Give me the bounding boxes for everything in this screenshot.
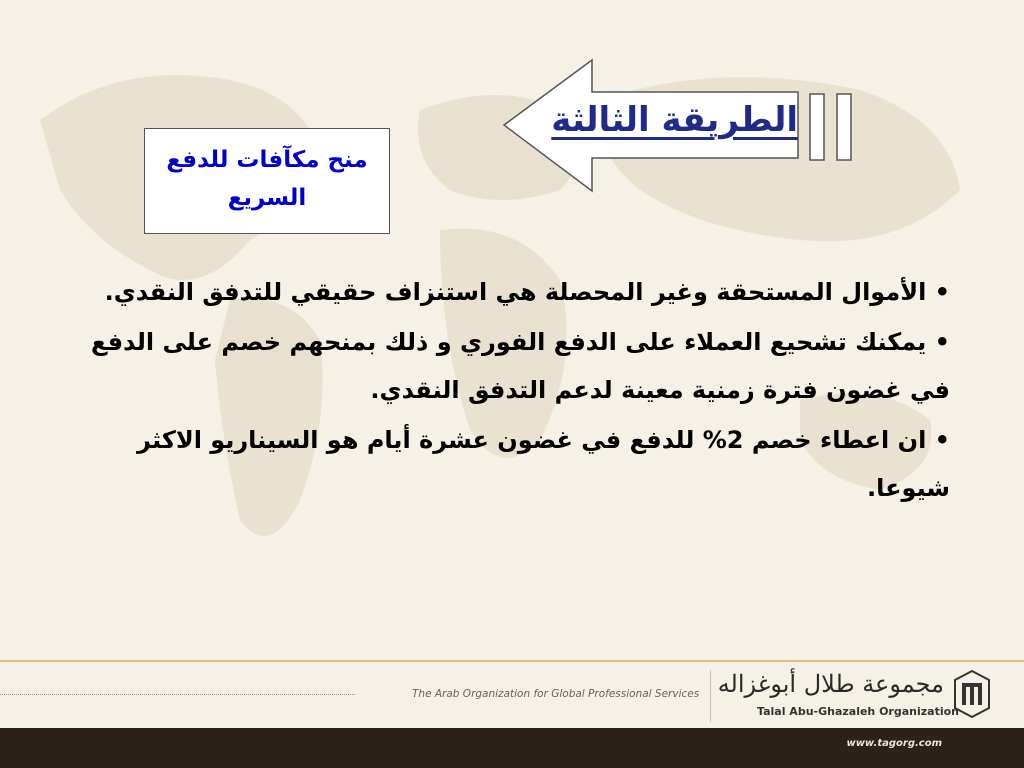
footer-divider <box>710 670 711 722</box>
footer-url: www.tagorg.com <box>846 738 942 749</box>
bullet-item: • الأموال المستحقة وغير المحصلة هي استنزاف حقيقي للتدفق النقدي. <box>104 278 950 306</box>
subtitle-box <box>144 128 390 234</box>
footer-dotted-divider <box>0 694 355 695</box>
logo-english-text: Talal Abu-Ghazaleh Organization <box>757 705 960 718</box>
bullet-list <box>90 268 950 514</box>
footer-accent-line <box>0 660 1024 662</box>
subtitle-line-1: منح مكآفات للدفع <box>166 147 368 173</box>
footer-tagline: The Arab Organization for Global Professional Services <box>412 688 700 700</box>
logo-arabic-text: مجموعة طلال أبوغزاله <box>717 670 944 698</box>
slide-title: الطريقة الثالثة <box>551 100 798 140</box>
bullet-item: • ان اعطاء خصم 2% للدفع في غضون عشرة أيام هو السيناريو الاكثر شيوعا. <box>137 426 950 502</box>
bullet-item: • يمكنك تشحيع العملاء على الدفع الفوري و ذلك بمنحهم خصم على الدفع في غضون فترة زمنية معينة لدعم التدفق النقدي. <box>90 328 950 404</box>
tag-logo-icon <box>954 670 990 718</box>
subtitle-line-2: السريع <box>227 185 307 211</box>
